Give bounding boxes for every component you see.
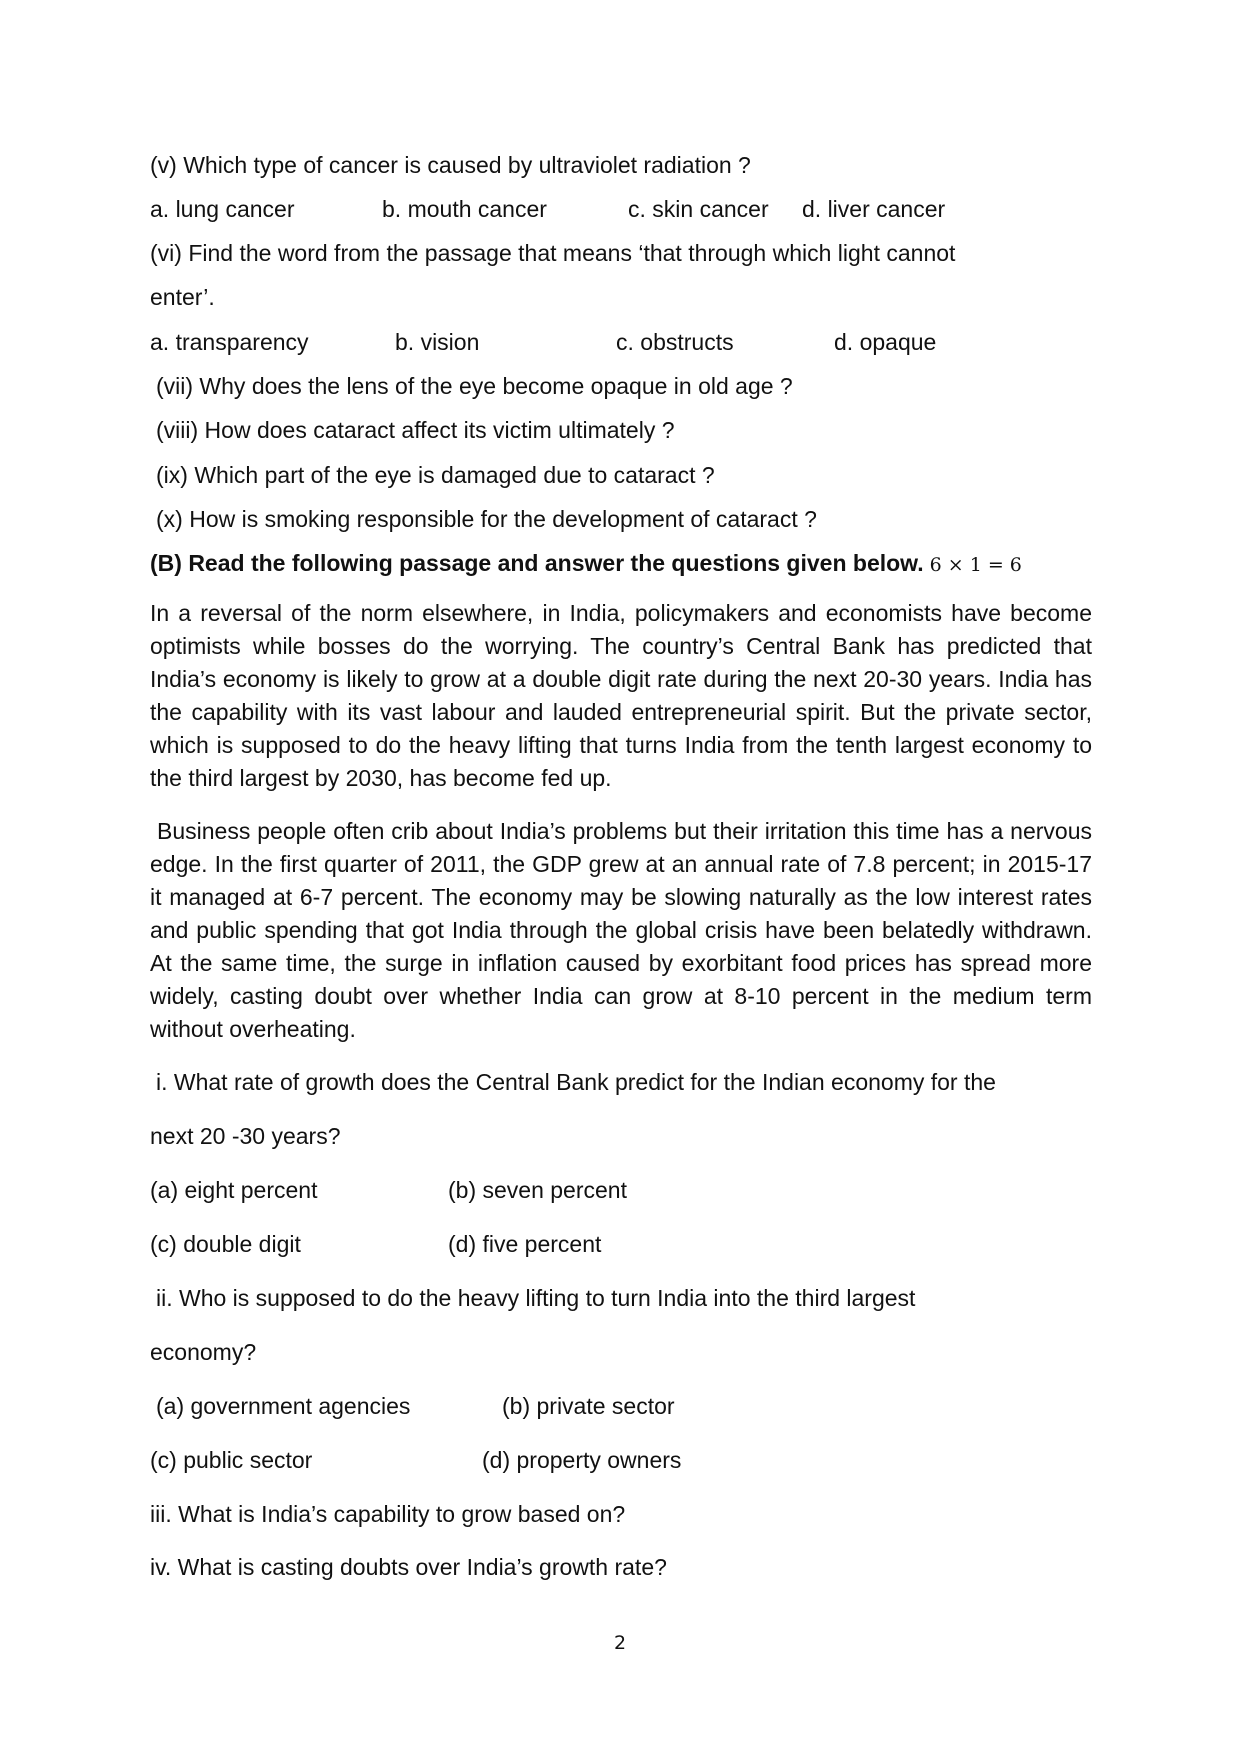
question-ii-line1: ii. Who is supposed to do the heavy lifting to turn India into the third largest (156, 1285, 916, 1311)
question-vi-line2: enter’. (150, 284, 215, 310)
option-b: (b) private sector (502, 1393, 675, 1419)
question-v: (v) Which type of cancer is caused by ultraviolet radiation ? (150, 152, 751, 178)
option-d: (d) five percent (448, 1231, 602, 1257)
option-a: a. transparency (150, 329, 309, 355)
option-c: c. obstructs (616, 329, 734, 355)
option-d: d. opaque (834, 329, 937, 355)
option-b: (b) seven percent (448, 1177, 627, 1203)
passage-paragraph-2: Business people often crib about India’s problems but their irritation this time has a nervous edge. In the first quarter of 2011, the GDP grew at an annual rate of 7.8 percent; in 2015-17 it managed at 6-7 percent. The economy may be slowing naturally as the low interest rates and public spending that got India through the global crisis have been belatedly withdrawn. At the same time, the surge in inflation caused by exorbitant food prices has spread more widely, casting doubt over whether India can grow at 8-10 percent in the medium term without overheating. (150, 818, 1092, 1042)
section-b-title: (B) Read the following passage and answer the questions given below. (150, 550, 924, 576)
question-iv: iv. What is casting doubts over India’s growth rate? (150, 1554, 667, 1580)
question-i-line1: i. What rate of growth does the Central Bank predict for the Indian economy for the (156, 1069, 996, 1095)
option-a: (a) eight percent (150, 1177, 318, 1203)
question-x: (x) How is smoking responsible for the development of cataract ? (156, 506, 817, 532)
option-c: (c) public sector (150, 1447, 313, 1473)
option-a: (a) government agencies (156, 1393, 411, 1419)
passage-paragraph-1: In a reversal of the norm elsewhere, in India, policymakers and economists have become optimists while bosses do the worrying. The country’s Central Bank has predicted that India’s economy is likely to grow at a double digit rate during the next 20-30 years. India has the capability with its vast labour and lauded entrepreneurial spirit. But the private sector, which is supposed to do the heavy lifting that turns India from the tenth largest economy to the third largest by 2030, has become fed up. (150, 600, 1092, 791)
section-b-heading (150, 549, 1022, 579)
question-viii: (viii) How does cataract affect its victim ultimately ? (156, 417, 675, 443)
question-i-line2: next 20 -30 years? (150, 1123, 341, 1149)
question-ii-line2: economy? (150, 1339, 257, 1365)
question-vii: (vii) Why does the lens of the eye become opaque in old age ? (156, 373, 793, 399)
question-vi-line1: (vi) Find the word from the passage that means ‘that through which light cannot (150, 240, 956, 266)
option-b: b. vision (395, 329, 480, 355)
page-number: 2 (613, 1632, 627, 1654)
option-b: b. mouth cancer (382, 196, 547, 222)
question-ix: (ix) Which part of the eye is damaged due to cataract ? (156, 462, 715, 488)
section-b-marks: 6 × 1 = 6 (929, 554, 1022, 576)
option-a: a. lung cancer (150, 196, 295, 222)
option-d: d. liver cancer (802, 196, 946, 222)
option-c: (c) double digit (150, 1231, 301, 1257)
option-c: c. skin cancer (628, 196, 769, 222)
question-iii: iii. What is India’s capability to grow based on? (150, 1501, 626, 1527)
option-d: (d) property owners (482, 1447, 682, 1473)
